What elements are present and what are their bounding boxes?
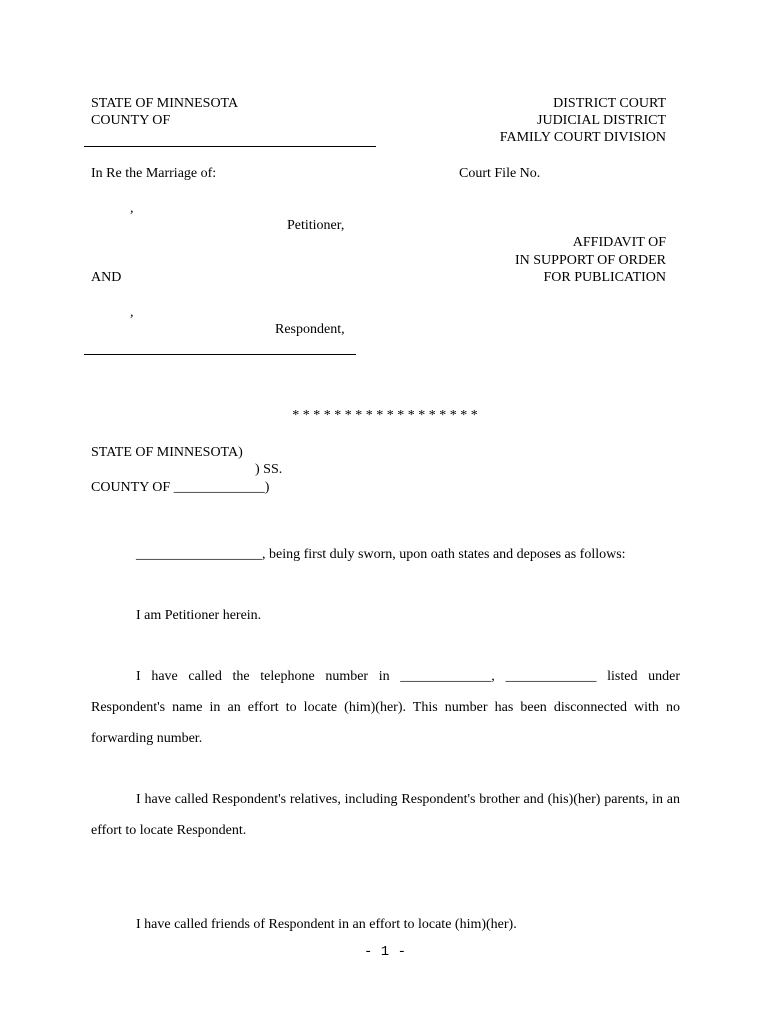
- venue-ss: ) SS.: [255, 462, 283, 477]
- respondent-label: Respondent,: [275, 322, 345, 337]
- paragraph-relatives: [91, 784, 680, 846]
- affidavit-title-line1: AFFIDAVIT OF: [572, 235, 666, 250]
- paragraph-friends: I have called friends of Respondent in an effort to locate (him)(her).: [136, 917, 517, 932]
- respondent-name-comma: ,: [130, 305, 134, 320]
- caption-underline: [84, 354, 356, 355]
- paragraph-petitioner: I am Petitioner herein.: [136, 608, 262, 623]
- division-heading: FAMILY COURT DIVISION: [499, 130, 666, 145]
- venue-state: STATE OF MINNESOTA): [91, 445, 243, 460]
- petitioner-label: Petitioner,: [287, 218, 345, 233]
- paragraph-relatives-text: I have called Respondent's relatives, including Respondent's brother and (his)(her) parents, in an effort to locate Respondent.: [91, 792, 680, 838]
- paragraph-telephone: [91, 661, 680, 754]
- judicial-district-heading: JUDICIAL DISTRICT: [537, 113, 666, 128]
- court-file-label: Court File No.: [459, 166, 541, 181]
- paragraph-telephone-text: I have called the telephone number in _____________, _____________ listed under Respondent's name in an effort to locate (him)(her). This number has been disconnected with no forwarding number.: [91, 669, 680, 746]
- petitioner-name-comma: ,: [130, 201, 134, 216]
- and-label: AND: [91, 270, 122, 285]
- venue-county: COUNTY OF _____________): [91, 480, 270, 495]
- page-number: - 1 -: [363, 944, 406, 960]
- county-underline: [84, 146, 376, 147]
- court-heading: DISTRICT COURT: [553, 96, 666, 111]
- in-re-label: In Re the Marriage of:: [91, 166, 217, 181]
- affidavit-title-line2: IN SUPPORT OF ORDER: [515, 253, 666, 268]
- star-separator: * * * * * * * * * * * * * * * * * *: [292, 408, 478, 423]
- affidavit-title-line3: FOR PUBLICATION: [543, 270, 666, 285]
- state-heading: STATE OF MINNESOTA: [91, 96, 239, 111]
- sworn-statement: __________________, being first duly sworn, upon oath states and deposes as follows:: [136, 547, 626, 562]
- county-heading: COUNTY OF: [91, 113, 171, 128]
